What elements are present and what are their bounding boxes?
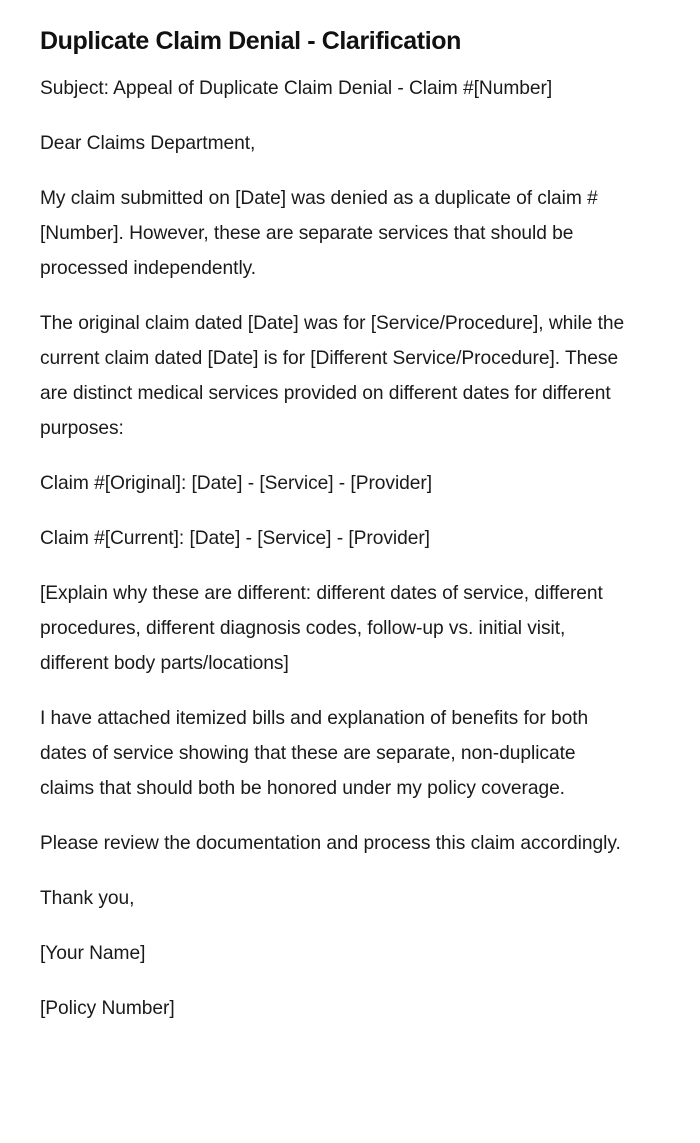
claim-original-line: Claim #[Original]: [Date] - [Service] - [Provider] [40,473,433,494]
signature-policy-number: [Policy Number] [40,998,175,1019]
salutation: Dear Claims Department, [40,133,256,154]
claim-current-line: Claim #[Current]: [Date] - [Service] - [Provider] [40,528,430,549]
paragraph-denial-summary: My claim submitted on [Date] was denied as a duplicate of claim #[Number]. However, these are separate services that should be processed independently. [40,188,598,279]
paragraph-attachment-note: I have attached itemized bills and explanation of benefits for both dates of service showing that these are separate, non-duplicate claims that should both be honored under my policy coverage. [40,708,589,799]
document-title: Duplicate Claim Denial - Clarification [40,27,462,55]
paragraph-claim-comparison: The original claim dated [Date] was for [Service/Procedure], while the current claim dated [Date] is for [Different Service/Procedure]. These are distinct medical services provided on different dates for different purposes: [40,313,625,439]
subject-line: Subject: Appeal of Duplicate Claim Denial - Claim #[Number] [40,78,553,99]
paragraph-request: Please review the documentation and process this claim accordingly. [40,833,621,854]
closing: Thank you, [40,888,135,909]
signature-name: [Your Name] [40,943,146,964]
paragraph-explanation: [Explain why these are different: different dates of service, different procedures, different diagnosis codes, follow-up vs. initial visit, different body parts/locations] [40,583,603,674]
